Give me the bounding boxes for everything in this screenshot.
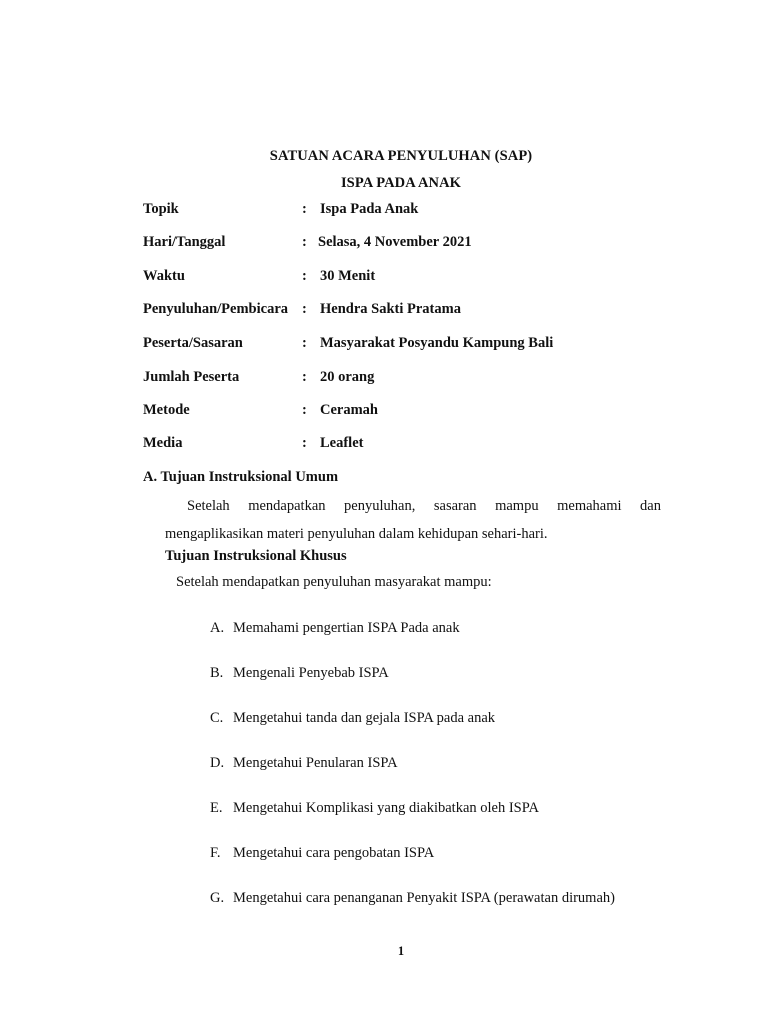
- info-label: Penyuluhan/Pembicara: [143, 301, 289, 317]
- info-value: Ceramah: [320, 402, 378, 418]
- info-colon: :: [302, 369, 307, 385]
- info-colon: :: [302, 234, 307, 250]
- info-value: Ispa Pada Anak: [320, 201, 419, 217]
- list-marker: G.: [210, 890, 225, 906]
- list-item-text: Mengenali Penyebab ISPA: [233, 665, 389, 681]
- list-item: [210, 845, 434, 862]
- list-marker: A.: [210, 620, 225, 636]
- list-item: [210, 710, 495, 727]
- list-item-text: Mengetahui Penularan ISPA: [233, 755, 398, 771]
- info-colon: :: [302, 435, 307, 451]
- info-colon: :: [302, 201, 307, 217]
- info-label: Waktu: [143, 268, 185, 284]
- document-subtitle: ISPA PADA ANAK: [340, 175, 462, 191]
- info-colon: :: [302, 402, 307, 418]
- info-label: Peserta/Sasaran: [143, 335, 243, 351]
- list-marker: B.: [210, 665, 224, 681]
- section-heading-tujuan-khusus: Tujuan Instruksional Khusus: [165, 548, 347, 564]
- info-label: Hari/Tanggal: [143, 234, 226, 250]
- info-colon: :: [302, 335, 307, 351]
- list-marker: D.: [210, 755, 225, 771]
- info-value: 30 Menit: [320, 268, 376, 284]
- info-label: Metode: [143, 402, 190, 418]
- list-item-text: Mengetahui cara penanganan Penyakit ISPA (perawatan dirumah): [233, 890, 615, 906]
- info-label: Topik: [143, 201, 179, 217]
- list-item-text: Mengetahui cara pengobatan ISPA: [233, 845, 435, 861]
- info-label: Media: [143, 435, 183, 451]
- section-heading-tujuan-umum: A. Tujuan Instruksional Umum: [143, 469, 339, 485]
- info-value: Selasa, 4 November 2021: [318, 234, 472, 250]
- list-marker: E.: [210, 800, 223, 816]
- page-number: 1: [397, 944, 405, 958]
- info-value: 20 orang: [320, 369, 375, 385]
- document-title: SATUAN ACARA PENYULUHAN (SAP): [269, 148, 533, 164]
- info-colon: :: [302, 301, 307, 317]
- list-item: [210, 665, 389, 682]
- paragraph-tujuan-umum: [165, 492, 661, 548]
- info-value: Leaflet: [320, 435, 364, 451]
- info-colon: :: [302, 268, 307, 284]
- paragraph-line: mengaplikasikan materi penyuluhan dalam kehidupan sehari-hari.: [165, 526, 548, 542]
- list-item: [210, 620, 460, 637]
- info-value: Hendra Sakti Pratama: [320, 301, 461, 317]
- list-item: [210, 890, 615, 907]
- list-marker: C.: [210, 710, 224, 726]
- list-item-text: Memahami pengertian ISPA Pada anak: [233, 620, 460, 636]
- list-item: [210, 800, 539, 817]
- paragraph-line: Setelah mendapatkan penyuluhan, sasaran mampu memahami dan: [187, 498, 661, 514]
- list-item: [210, 755, 398, 772]
- list-marker: F.: [210, 845, 221, 861]
- list-item-text: Mengetahui tanda dan gejala ISPA pada anak: [233, 710, 495, 726]
- info-label: Jumlah Peserta: [143, 369, 240, 385]
- list-item-text: Mengetahui Komplikasi yang diakibatkan oleh ISPA: [233, 800, 539, 816]
- paragraph-tujuan-khusus-intro: Setelah mendapatkan penyuluhan masyarakat mampu:: [176, 574, 492, 590]
- info-value: Masyarakat Posyandu Kampung Bali: [320, 335, 554, 351]
